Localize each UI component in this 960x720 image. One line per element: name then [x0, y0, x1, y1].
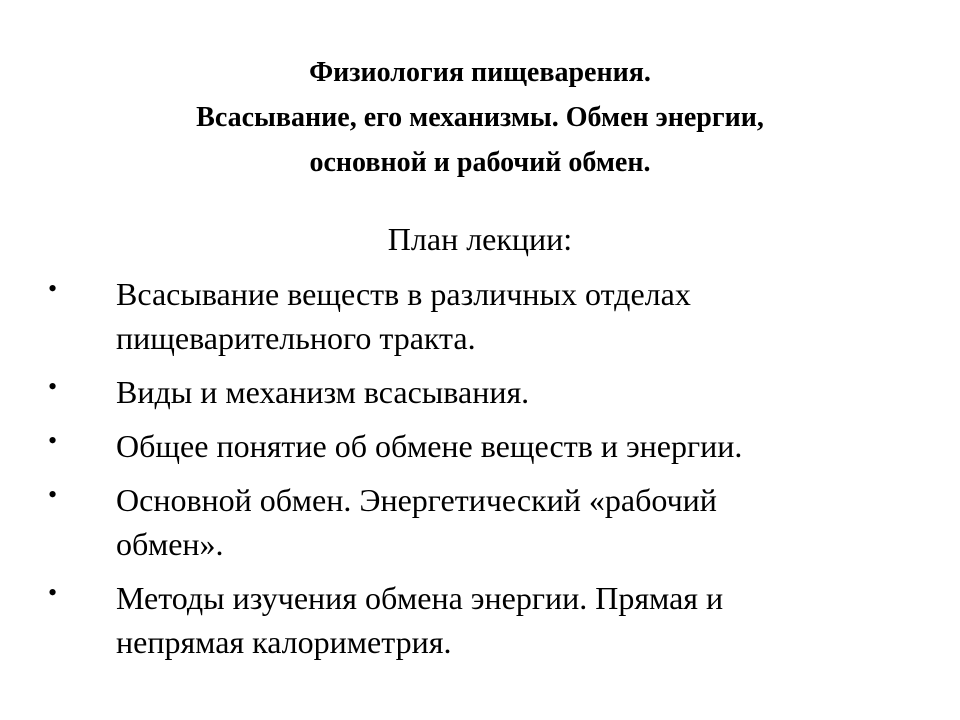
bullet-line: Основной обмен. Энергетический «рабочий	[116, 482, 717, 518]
bullet-line: Виды и механизм всасывания.	[116, 374, 530, 410]
bullet-line: непрямая калориметрия.	[116, 624, 452, 660]
bullet-item	[0, 272, 960, 360]
bullet-list	[0, 272, 960, 674]
bullet-icon: •	[48, 480, 58, 509]
bullet-line: обмен».	[116, 526, 224, 562]
bullet-item	[0, 478, 960, 566]
title-line-1: Физиология пищеварения.	[309, 57, 651, 88]
bullet-icon: •	[48, 426, 58, 455]
bullet-line: пищеварительного тракта.	[116, 320, 476, 356]
plan-heading	[0, 217, 960, 261]
bullet-icon: •	[48, 372, 58, 401]
bullet-line: Общее понятие об обмене веществ и энергии.	[116, 428, 743, 464]
title-line-2: Всасывание, его механизмы. Обмен энергии,	[196, 102, 764, 133]
bullet-line: Всасывание веществ в различных отделах	[116, 276, 691, 312]
title-line-3: основной и рабочий обмен.	[309, 147, 651, 178]
slide-title	[60, 50, 900, 185]
bullet-line: Методы изучения обмена энергии. Прямая и	[116, 580, 724, 616]
bullet-item	[0, 370, 960, 414]
bullet-icon: •	[48, 274, 58, 303]
plan-heading-text: План лекции:	[387, 221, 573, 257]
bullet-item	[0, 576, 960, 664]
bullet-icon: •	[48, 578, 58, 607]
bullet-item	[0, 424, 960, 468]
